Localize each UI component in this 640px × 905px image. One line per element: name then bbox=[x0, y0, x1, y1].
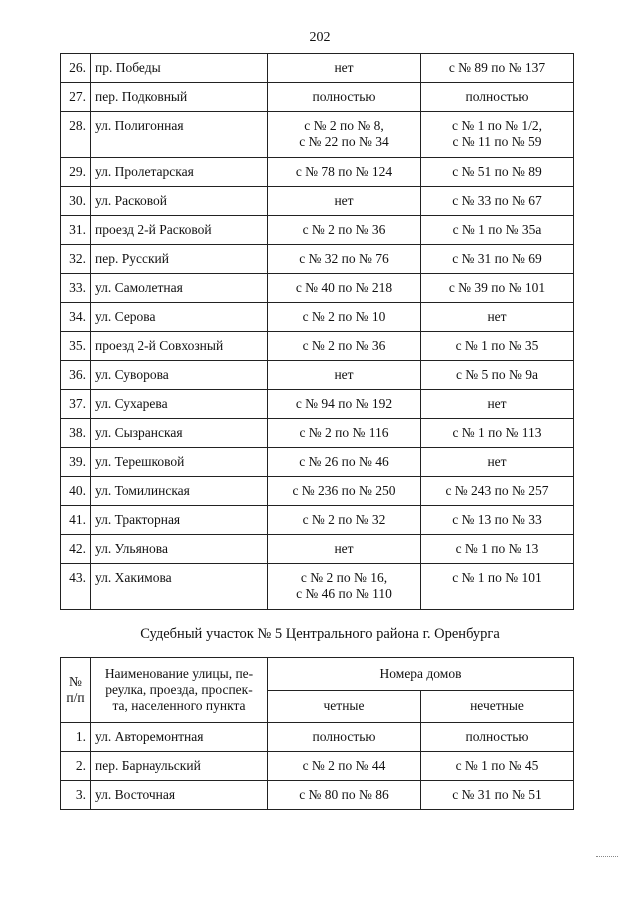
street-name: пер. Русский bbox=[91, 245, 268, 274]
odd-numbers-line: нет bbox=[487, 396, 507, 411]
odd-numbers-line: с № 1 по № 101 bbox=[452, 570, 542, 585]
odd-numbers bbox=[421, 274, 574, 303]
row-number: 36. bbox=[61, 361, 91, 390]
even-numbers bbox=[268, 187, 421, 216]
even-numbers-line: с № 2 по № 8, bbox=[304, 118, 384, 133]
street-name: ул. Самолетная bbox=[91, 274, 268, 303]
row-number: 2. bbox=[61, 752, 91, 781]
even-numbers bbox=[268, 54, 421, 83]
header-num-line: № bbox=[69, 674, 82, 689]
odd-numbers-line: с № 1 по № 113 bbox=[452, 425, 542, 440]
row-number: 3. bbox=[61, 781, 91, 810]
table-row bbox=[61, 723, 574, 752]
even-numbers bbox=[268, 564, 421, 610]
street-name: ул. Сухарева bbox=[91, 390, 268, 419]
odd-numbers bbox=[421, 419, 574, 448]
street-name: ул. Полигонная bbox=[91, 112, 268, 158]
street-name: пер. Барнаульский bbox=[91, 752, 268, 781]
even-numbers bbox=[268, 448, 421, 477]
odd-numbers bbox=[421, 54, 574, 83]
street-name: ул. Серова bbox=[91, 303, 268, 332]
street-name: пер. Подковный bbox=[91, 83, 268, 112]
row-number: 1. bbox=[61, 723, 91, 752]
even-numbers-line: нет bbox=[334, 193, 354, 208]
odd-numbers bbox=[421, 187, 574, 216]
odd-numbers: с № 1 по № 45 bbox=[421, 752, 574, 781]
odd-numbers-line: с № 1 по № 13 bbox=[455, 541, 539, 556]
odd-numbers-line: с № 89 по № 137 bbox=[448, 60, 546, 75]
even-numbers-line: с № 26 по № 46 bbox=[299, 454, 389, 469]
odd-numbers-line: нет bbox=[487, 454, 507, 469]
even-numbers bbox=[268, 477, 421, 506]
odd-numbers bbox=[421, 448, 574, 477]
table-row bbox=[61, 187, 574, 216]
even-numbers bbox=[268, 274, 421, 303]
even-numbers-line: с № 2 по № 36 bbox=[302, 338, 386, 353]
row-number: 38. bbox=[61, 419, 91, 448]
even-numbers bbox=[268, 535, 421, 564]
odd-numbers bbox=[421, 535, 574, 564]
street-name: проезд 2-й Расковой bbox=[91, 216, 268, 245]
odd-numbers-line: полностью bbox=[465, 89, 529, 104]
even-numbers-line: нет bbox=[334, 541, 354, 556]
street-name: ул. Ульянова bbox=[91, 535, 268, 564]
street-name: ул. Суворова bbox=[91, 361, 268, 390]
odd-numbers-line: с № 1 по № 1/2, bbox=[452, 118, 542, 133]
table-row bbox=[61, 83, 574, 112]
street-name: ул. Восточная bbox=[91, 781, 268, 810]
even-numbers-line: полностью bbox=[312, 89, 376, 104]
row-number: 29. bbox=[61, 158, 91, 187]
table-row bbox=[61, 564, 574, 610]
odd-numbers bbox=[421, 112, 574, 158]
odd-numbers bbox=[421, 564, 574, 610]
odd-numbers-line: с № 1 по № 35а bbox=[452, 222, 542, 237]
odd-numbers-line: с № 31 по № 69 bbox=[452, 251, 542, 266]
street-name: ул. Расковой bbox=[91, 187, 268, 216]
table-row bbox=[61, 303, 574, 332]
header-odd: нечетные bbox=[421, 690, 574, 723]
odd-numbers bbox=[421, 361, 574, 390]
even-numbers-line: с № 32 по № 76 bbox=[299, 251, 389, 266]
row-number: 33. bbox=[61, 274, 91, 303]
odd-numbers: с № 31 по № 51 bbox=[421, 781, 574, 810]
streets-table-continued bbox=[60, 53, 574, 610]
header-num-line: п/п bbox=[66, 690, 85, 705]
odd-numbers bbox=[421, 245, 574, 274]
table-row bbox=[61, 112, 574, 158]
odd-numbers bbox=[421, 216, 574, 245]
street-name: проезд 2-й Совхозный bbox=[91, 332, 268, 361]
odd-numbers bbox=[421, 303, 574, 332]
table-row bbox=[61, 390, 574, 419]
header-name-line: реулка, проезда, проспек- bbox=[105, 682, 253, 697]
even-numbers bbox=[268, 216, 421, 245]
even-numbers-line: с № 2 по № 16, bbox=[300, 570, 388, 585]
even-numbers bbox=[268, 419, 421, 448]
row-number: 30. bbox=[61, 187, 91, 216]
odd-numbers bbox=[421, 390, 574, 419]
even-numbers bbox=[268, 390, 421, 419]
even-numbers-line: с № 94 по № 192 bbox=[295, 396, 393, 411]
table-row bbox=[61, 506, 574, 535]
odd-numbers bbox=[421, 158, 574, 187]
page-number: 202 bbox=[309, 30, 331, 45]
row-number: 35. bbox=[61, 332, 91, 361]
table-row bbox=[61, 477, 574, 506]
odd-numbers-line: с № 243 по № 257 bbox=[445, 483, 549, 498]
row-number: 27. bbox=[61, 83, 91, 112]
header-even: четные bbox=[268, 690, 421, 723]
even-numbers bbox=[268, 112, 421, 158]
row-number: 40. bbox=[61, 477, 91, 506]
even-numbers-line: нет bbox=[334, 60, 354, 75]
even-numbers-line: с № 2 по № 32 bbox=[302, 512, 386, 527]
odd-numbers-line: с № 13 по № 33 bbox=[452, 512, 542, 527]
table-row bbox=[61, 54, 574, 83]
street-name: ул. Сызранская bbox=[91, 419, 268, 448]
street-name: ул. Томилинская bbox=[91, 477, 268, 506]
even-numbers bbox=[268, 158, 421, 187]
row-number: 34. bbox=[61, 303, 91, 332]
table-row bbox=[61, 448, 574, 477]
even-numbers bbox=[268, 83, 421, 112]
odd-numbers-line: с № 39 по № 101 bbox=[448, 280, 546, 295]
odd-numbers-line: с № 1 по № 35 bbox=[455, 338, 539, 353]
scan-mark bbox=[596, 856, 618, 859]
table-row bbox=[61, 274, 574, 303]
even-numbers: с № 80 по № 86 bbox=[268, 781, 421, 810]
odd-numbers bbox=[421, 83, 574, 112]
table-row bbox=[61, 419, 574, 448]
header-number-cell bbox=[61, 658, 91, 723]
odd-numbers bbox=[421, 332, 574, 361]
odd-numbers: полностью bbox=[421, 723, 574, 752]
table-row bbox=[61, 158, 574, 187]
even-numbers: полностью bbox=[268, 723, 421, 752]
street-name: ул. Хакимова bbox=[91, 564, 268, 610]
row-number: 43. bbox=[61, 564, 91, 610]
even-numbers-line: с № 2 по № 116 bbox=[299, 425, 389, 440]
even-numbers-line: с № 40 по № 218 bbox=[295, 280, 393, 295]
street-name: пр. Победы bbox=[91, 54, 268, 83]
table-row bbox=[61, 332, 574, 361]
even-numbers-line: с № 78 по № 124 bbox=[295, 164, 393, 179]
odd-numbers-line: с № 11 по № 59 bbox=[452, 134, 542, 149]
even-numbers-line: с № 2 по № 36 bbox=[302, 222, 386, 237]
street-name: ул. Авторемонтная bbox=[91, 723, 268, 752]
even-numbers bbox=[268, 332, 421, 361]
odd-numbers-line: нет bbox=[487, 309, 507, 324]
header-name-line: та, населенного пункта bbox=[112, 698, 246, 713]
table-row bbox=[61, 245, 574, 274]
section-title: Судебный участок № 5 Центрального района г. Оренбурга bbox=[140, 626, 500, 642]
header-name-line: Наименование улицы, пе- bbox=[104, 666, 254, 681]
row-number: 37. bbox=[61, 390, 91, 419]
even-numbers-line: с № 22 по № 34 bbox=[299, 134, 389, 149]
even-numbers-line: нет bbox=[334, 367, 354, 382]
even-numbers: с № 2 по № 44 bbox=[268, 752, 421, 781]
row-number: 28. bbox=[61, 112, 91, 158]
row-number: 42. bbox=[61, 535, 91, 564]
table-row bbox=[61, 752, 574, 781]
table-header-row bbox=[61, 658, 574, 691]
header-name-cell bbox=[91, 658, 268, 723]
odd-numbers-line: с № 51 по № 89 bbox=[452, 164, 542, 179]
row-number: 39. bbox=[61, 448, 91, 477]
even-numbers bbox=[268, 506, 421, 535]
odd-numbers-line: с № 33 по № 67 bbox=[452, 193, 542, 208]
odd-numbers bbox=[421, 506, 574, 535]
odd-numbers bbox=[421, 477, 574, 506]
even-numbers bbox=[268, 303, 421, 332]
even-numbers-line: с № 46 по № 110 bbox=[296, 586, 392, 601]
street-name: ул. Терешковой bbox=[91, 448, 268, 477]
table-row bbox=[61, 216, 574, 245]
court-district-5-table bbox=[60, 657, 574, 810]
odd-numbers-line: с № 5 по № 9а bbox=[455, 367, 539, 382]
street-name: ул. Пролетарская bbox=[91, 158, 268, 187]
table-row bbox=[61, 535, 574, 564]
row-number: 32. bbox=[61, 245, 91, 274]
table-row bbox=[61, 361, 574, 390]
street-name: ул. Тракторная bbox=[91, 506, 268, 535]
header-house-numbers: Номера домов bbox=[268, 658, 574, 691]
row-number: 31. bbox=[61, 216, 91, 245]
row-number: 26. bbox=[61, 54, 91, 83]
even-numbers bbox=[268, 361, 421, 390]
even-numbers-line: с № 236 по № 250 bbox=[292, 483, 396, 498]
even-numbers-line: с № 2 по № 10 bbox=[302, 309, 386, 324]
even-numbers bbox=[268, 245, 421, 274]
table-row bbox=[61, 781, 574, 810]
row-number: 41. bbox=[61, 506, 91, 535]
